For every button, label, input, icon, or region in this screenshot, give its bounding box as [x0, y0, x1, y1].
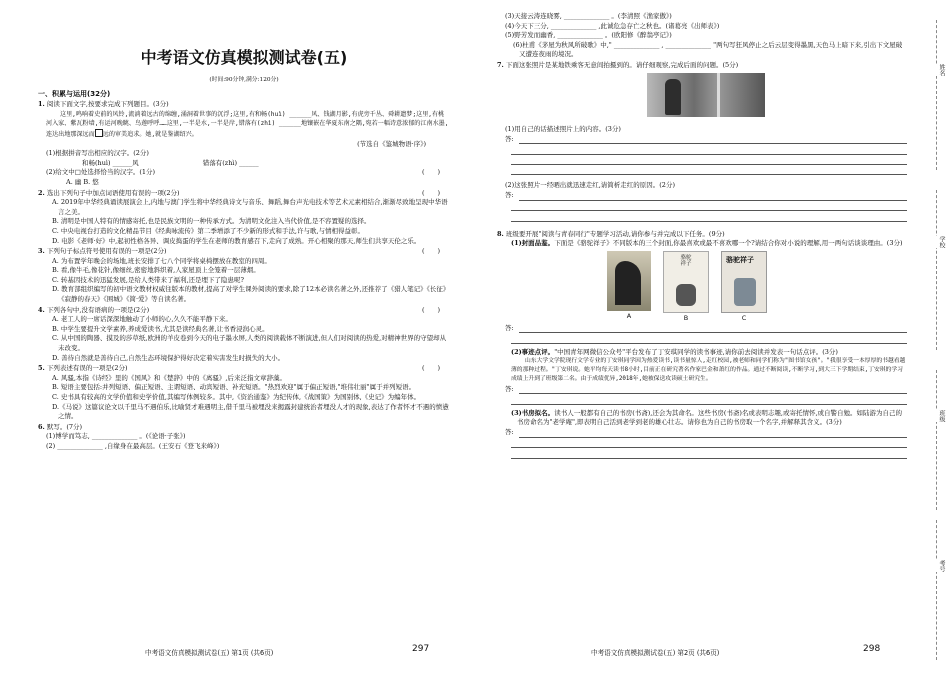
question-2 — [38, 189, 450, 199]
cover-b-wrap[interactable] — [663, 251, 709, 324]
dictation-item[interactable]: (5)野芳发而幽香, ______________ 。(欧阳修《醉翁亭记》) — [505, 31, 672, 40]
fill-item: 和畅(huì) ______风 — [82, 158, 139, 167]
question-stem: 选出下列句子中加点词语使用有误的一项(2分) — [46, 188, 180, 197]
question-number: 6. — [38, 422, 45, 431]
question-1 — [38, 100, 450, 110]
side-label-name: 姓名 — [932, 64, 946, 76]
option-c: C. 从中国的陶器、摸及的莎草纸,欧洲的羊皮卷到今天的电子墨水屏,人类的阅读载体不断演进,但人们对阅读的热爱,对精神世界的守望却从未改变。 — [52, 334, 447, 353]
reading-passage — [38, 110, 450, 140]
dictation-item[interactable]: (2) ______________ ,自缘身在最高层。(王安石《登飞来峰》) — [46, 441, 220, 450]
option-b: B. 短语主要包括:并列短语、偏正短语、主谓短语、动宾短语、补充短语。"热烈欢迎"属于偏正短语,"堆伟壮丽"属于并列短语。 — [52, 383, 416, 392]
cover-a — [607, 251, 651, 311]
sub-question-title: (1)封面品鉴。 — [511, 239, 555, 248]
binding-line — [936, 20, 937, 170]
page-footer: 中考语文仿真模拟测试卷(五) 第2页 (共6页) — [591, 649, 720, 657]
binding-line — [936, 190, 937, 350]
fill-item: 错落有(zhì) ______ — [202, 158, 259, 167]
dictation-item[interactable]: (6)杜甫《茅屋为秋风所破歌》中," ______________ , ______________ "两句写狂风停止之后云层变得墨黑,天色马上暗下来,引出下文屋破又遭连夜雨的境况。 — [513, 40, 903, 59]
sub-question-text: 读书人一般都有自己的书房(书斋),还会为其命名。这些书房(书斋)名或表明志趣,或寄托情怀,或自警自勉。如陆游为自己的书房命名为"老学庵",即表明自己活到老学到老的雄心壮志。请你也为自己的书房取一个名字,并解释其含义。(3分) — [517, 408, 903, 427]
cover-c-wrap[interactable] — [721, 251, 767, 324]
dictation-item[interactable]: (3)天接云涛连晓雾, ______________ 。(李清照《渔家傲》) — [505, 12, 672, 20]
answer-bracket[interactable]: ( ) — [422, 168, 441, 177]
option-b: B. 看,像牛毛,像花针,像细丝,密密地斜织着,人家屋顶上全笼着一层薄烟。 — [52, 266, 260, 275]
question-7 — [497, 61, 907, 71]
option-a: A. 为布置学年晚会的场地,班长安排了七八个同学将桌椅摆放在教室的四周。 — [52, 256, 271, 265]
sub-question-title: (3)书房拟名。 — [511, 408, 555, 417]
options: A. 幽 B. 悠 — [66, 177, 99, 186]
passage-text: 这里,鸣响着史前的风铃,流淌着远古的绵缠,涌洞着世事的沉浮;这里,有和畅(huì) ______风、钱湖月影,有虎旁千丛、舜耕遗梦;这里,有桃河入家、紫瓦粉墙,有运河晚眺、鸟莲呼呼……这里,一半是水,一半是岸,错落有(zhì) ______地镶嵌在华夏东南之隅,宛若一幅诗意浓郁的江南水墨,连达出地那深远而 — [46, 110, 449, 138]
right-page — [475, 0, 950, 687]
sub-question — [497, 409, 907, 428]
question-8 — [497, 230, 907, 240]
answer-label: 答: — [505, 428, 514, 437]
answer-line[interactable] — [511, 394, 907, 404]
answer-line[interactable] — [511, 201, 907, 211]
answer-line[interactable] — [511, 448, 907, 458]
answer-line[interactable] — [511, 333, 907, 343]
sub-question-text: (2)给文中□处选择恰当的汉字。(1分) — [46, 168, 156, 177]
binding-line — [936, 370, 937, 510]
cover-caption: B — [683, 313, 689, 322]
section-heading: 一、积累与运用(32分) — [38, 89, 111, 98]
answer-bracket[interactable]: ( ) — [422, 364, 441, 373]
cover-title: 骆驼祥子 — [726, 255, 754, 264]
option-d: D.《马说》这篇议论文以千里马不遇伯乐,比喻贤才难遇明主,借千里马被埋没来揭露封建统治者埋没人才的现象,表达了作者怀才不遇的愤懑之情。 — [52, 402, 449, 421]
cover-c — [721, 251, 767, 313]
option-d: D. 教育部组织编写的初中语文教材权威往版本的教材,提高了对学生课外阅读的要求,除了12本必读名著之外,还推荐了《猎人笔记》《长征》《寂静的春天》《围城》《简·爱》等自读名著。 — [52, 285, 450, 304]
question-number: 2. — [38, 188, 45, 197]
question-number: 4. — [38, 305, 45, 314]
answer-line[interactable] — [497, 323, 907, 333]
left-column — [38, 8, 450, 452]
question-stem: 阅读下面文字,按要求完成下列题目。(3分) — [46, 100, 169, 109]
answer-label: 答: — [505, 384, 514, 393]
sub-question — [497, 239, 907, 249]
dictation-item[interactable]: (1)博学而笃志, ______________ 。(《论语·子张》) — [46, 432, 186, 441]
fill-row — [38, 159, 450, 169]
question-number: 8. — [497, 229, 504, 238]
sub-question-text: 下面是《骆驼祥子》不同版本的三个封面,你最喜欢或最不喜欢哪一个?请结合你对小说的理解,用一两句话谈谈理由。(3分) — [554, 239, 903, 248]
answer-line[interactable] — [511, 155, 907, 165]
right-column — [497, 8, 907, 459]
question-4 — [38, 306, 450, 316]
cover-caption: A — [626, 311, 632, 320]
dictation-item[interactable]: (4)今天下三分, ______________ ,此诚危急存亡之秋也。(诸葛亮《出师表》) — [505, 21, 720, 30]
answer-line[interactable] — [497, 428, 907, 438]
answer-bracket[interactable]: ( ) — [422, 247, 441, 256]
answer-label: 答: — [505, 134, 514, 143]
answer-label: 答: — [505, 323, 514, 332]
page-number: 297 — [412, 644, 430, 654]
side-label-school: 学校 — [932, 236, 946, 248]
exam-title: 中考语文仿真模拟测试卷(五) — [140, 48, 348, 67]
option-c: C. 史书具有较高的文学价值和史学价值,其编写体例较多。其中,《资治通鉴》为纪传体,《战国策》为国别体,《史记》为编年体。 — [52, 393, 421, 401]
sub-question: (2)这张照片一经晒出就迅速走红,请简析走红的原因。(2分) — [505, 181, 675, 190]
question-3 — [38, 247, 450, 257]
question-number: 7. — [497, 60, 504, 69]
passage-text-end: 远的审美追求。她,就是鉴湖绍兴。 — [102, 130, 198, 138]
option-a: A. 老工人的一席话深深地触动了小师的心,久久不能平静下来。 — [52, 315, 232, 324]
answer-bracket[interactable]: ( ) — [422, 188, 441, 197]
answer-line[interactable] — [511, 211, 907, 221]
passage-source: (节选自《鉴城物语·序》) — [357, 139, 426, 148]
answer-line[interactable] — [497, 134, 907, 144]
cover-caption: C — [741, 313, 747, 322]
answer-bracket[interactable]: ( ) — [422, 305, 441, 314]
photo-person — [665, 79, 681, 115]
sub-question: (1)用自己的话描述照片上的内容。(3分) — [505, 124, 621, 133]
exam-meta: (时间:90分钟,满分:120分) — [209, 77, 279, 83]
answer-line[interactable] — [511, 144, 907, 154]
answer-line[interactable] — [497, 384, 907, 394]
option-a: A. 2019年中华经典诵读展演会上,内地与澳门学生将中华经典诗文与音乐、舞蹈,舞台声光电技术等艺术元素相结合,渐渐尽致地呈现中华语言之美。 — [52, 198, 448, 216]
sub-question-text: "中国青年网微信公众号"平台发布了丁安琪同学的读书事迹,请你前去阅读并发表一句话点评。(3分) — [554, 347, 838, 356]
cover-a-wrap[interactable] — [607, 251, 651, 324]
photo-pole — [717, 73, 720, 117]
answer-line[interactable] — [511, 165, 907, 175]
question-number: 5. — [38, 364, 45, 373]
question-stem: 下面这张照片是某地铁乘客无意间拍摄到的。请仔细观察,完成后面的问题。(5分) — [505, 60, 739, 69]
sub-question — [38, 168, 450, 178]
sub-question — [497, 348, 907, 358]
question-number: 1. — [38, 100, 45, 109]
side-label-class: 班级 — [932, 410, 946, 422]
question-stem: 下列句子标点符号使用有误的一项是(2分) — [46, 247, 167, 256]
option-d: D. 电影《老师·好》中,起初性格各异、调皮捣蛋的学生在老师的教育感召下,走向了成熟。开心相聚的那天,师生们共享天伦之乐。 — [52, 236, 421, 245]
book-covers — [607, 251, 907, 324]
question-stem: 下列表述有误的一项是(2分) — [46, 364, 128, 373]
option-d: D. 善待自然就是善待自己,自然生态环境保护得好决定着实害发生时损失的大小。 — [52, 353, 285, 362]
binding-line — [936, 520, 937, 660]
blank-box — [95, 129, 103, 137]
subway-photo — [647, 73, 765, 117]
option-c: C. 转基因技术的迅猛发展,是给人类带来了福利,还是埋下了隐患呢? — [52, 275, 244, 284]
sub-question: (1)根据拼音写出相应的汉字。(2分) — [46, 149, 149, 158]
page-number: 298 — [863, 644, 881, 654]
option-c: C. 中央电视台打造的文化精品节目《经典咏流传》第二季增添了不少新的形式和手法,许与歌,与情相得益彰。 — [52, 226, 365, 235]
question-number: 3. — [38, 247, 45, 256]
option-b: B. 清明是中国人特有的情感寄托,也是民族文明的一种传承方式。为清明文化注入当代价值,是不容置疑的选择。 — [52, 217, 371, 226]
answer-line[interactable] — [511, 438, 907, 448]
cover-title: 骆驼祥子 — [680, 254, 692, 267]
question-stem: 下列各句中,没有语病的一项是(2分) — [46, 305, 150, 314]
answer-label: 答: — [505, 191, 514, 200]
question-5 — [38, 364, 450, 374]
option-b: B. 中学生要提升文学素养,养成爱读书,尤其是读经典名著,让书香浸润心灵。 — [52, 324, 269, 333]
answer-line[interactable] — [497, 191, 907, 201]
page-footer: 中考语文仿真模拟测试卷(五) 第1页 (共6页) — [145, 649, 274, 657]
cover-b — [663, 251, 709, 313]
question-stem: 默写。(7分) — [46, 422, 83, 431]
option-a: A. 风骚,本指《诗经》里的《国风》和《楚辞》中的《离骚》,后来泛指文章辞藻。 — [52, 373, 286, 382]
reading-passage: 山东大学文学院现行文学专业的丁安琪同学因为热爱读书,读书量惊人,走红校园,被老师和同学们称为"图书馆女孩"。"我很享受一本厚厚的书越看越薄的那种过程。"丁安琪说。她平均每天读书8小时,目前正在研究著名作家巴金和萧红的作品。通过不断阅读,不断学习,到大三下学期结束,丁安琪的学习成绩上升到了班级第二名。由于成绩优异,2018年,她被保送攻读硕士研究生。 — [511, 358, 906, 383]
question-6 — [38, 423, 450, 433]
sub-question-title: (2)事迹点评。 — [511, 347, 555, 356]
side-label-exam-number: 考号 — [932, 560, 946, 572]
question-stem: 班级要开展"阅读与青春同行"专题学习活动,请你参与并完成以下任务。(9分) — [505, 229, 725, 238]
